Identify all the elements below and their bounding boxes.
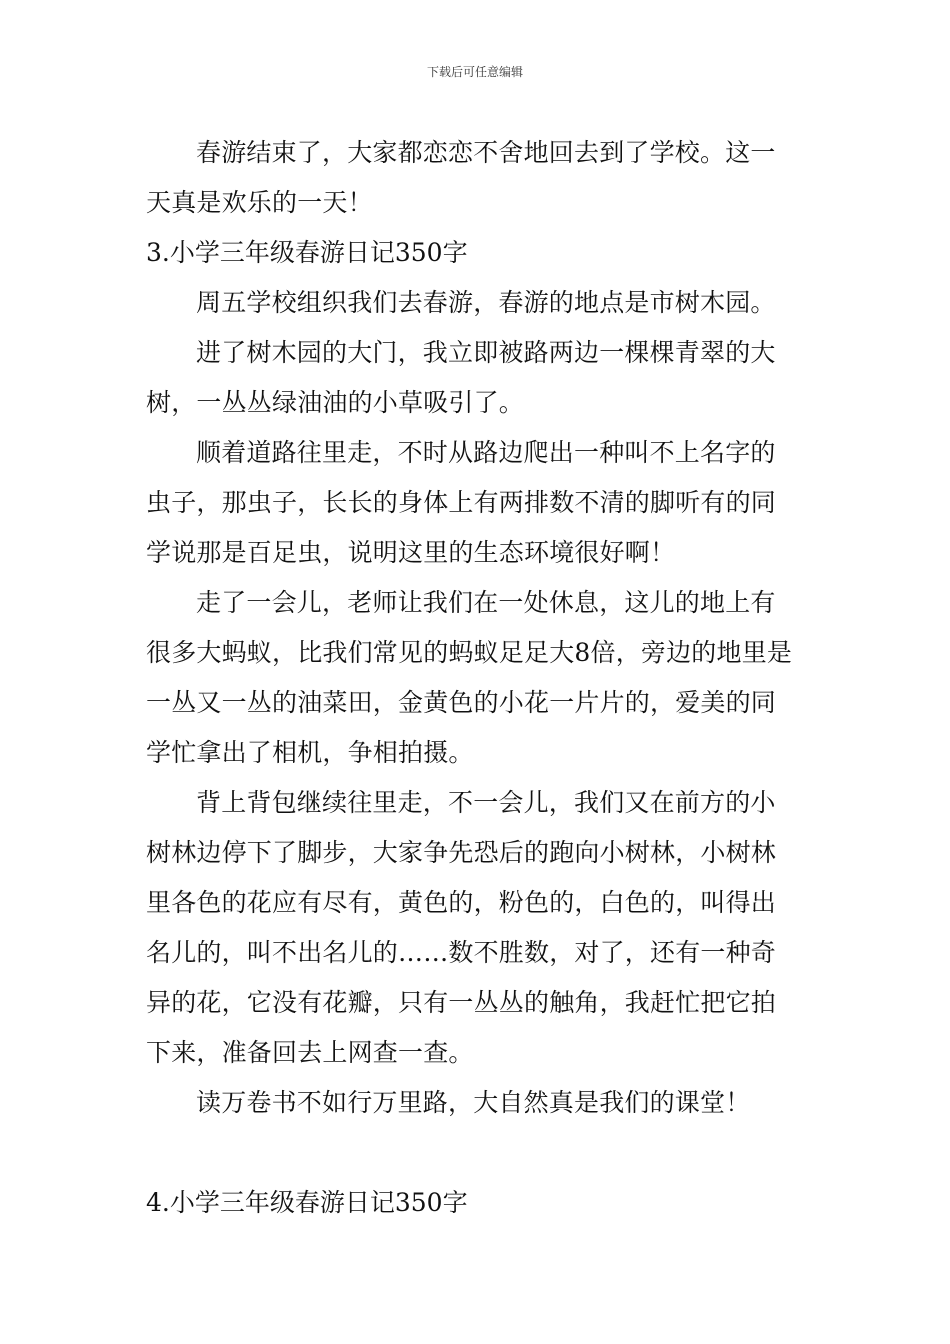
document-body [146,128,810,1228]
text-line: 走了一会儿，老师让我们在一处休息，这儿的地上有 [196,588,776,617]
section-heading: 4.小学三年级春游日记350字 [146,1188,468,1217]
text-line: 背上背包继续往里走，不一会儿，我们又在前方的小 [196,788,776,817]
text-line: 名儿的，叫不出名儿的……数不胜数，对了，还有一种奇 [146,938,777,967]
text-line: 顺着道路往里走，不时从路边爬出一种叫不上名字的 [196,438,776,467]
text-line: 周五学校组织我们去春游，春游的地点是市树木园。 [196,288,776,317]
text-line: 虫子，那虫子，长长的身体上有两排数不清的脚听有的同 [146,488,777,517]
text-line: 学说那是百足虫，说明这里的生态环境很好啊！ [146,538,676,567]
text-line: 里各色的花应有尽有，黄色的，粉色的，白色的，叫得出 [146,888,777,917]
page-header: 下载后可任意编辑 [426,65,523,79]
text-line: 异的花，它没有花瓣，只有一丛丛的触角，我赶忙把它拍 [146,988,777,1017]
section-heading: 3.小学三年级春游日记350字 [146,238,468,267]
text-line: 学忙拿出了相机，争相拍摄。 [146,738,474,767]
text-line: 天真是欢乐的一天！ [146,188,373,217]
text-line: 进了树木园的大门，我立即被路两边一棵棵青翠的大 [196,338,776,367]
text-line: 下来，准备回去上网查一查。 [146,1038,474,1067]
text-line: 一丛又一丛的油菜田，金黄色的小花一片片的，爱美的同 [146,688,777,717]
text-line: 读万卷书不如行万里路，大自然真是我们的课堂！ [196,1088,751,1117]
blank-line [146,1128,810,1178]
text-line: 树，一丛丛绿油油的小草吸引了。 [146,388,525,417]
text-line: 很多大蚂蚁，比我们常见的蚂蚁足足大8倍，旁边的地里是 [146,638,793,667]
text-line: 春游结束了，大家都恋恋不舍地回去到了学校。这一 [196,138,776,167]
text-line: 树林边停下了脚步，大家争先恐后的跑向小树林，小树林 [146,838,777,867]
